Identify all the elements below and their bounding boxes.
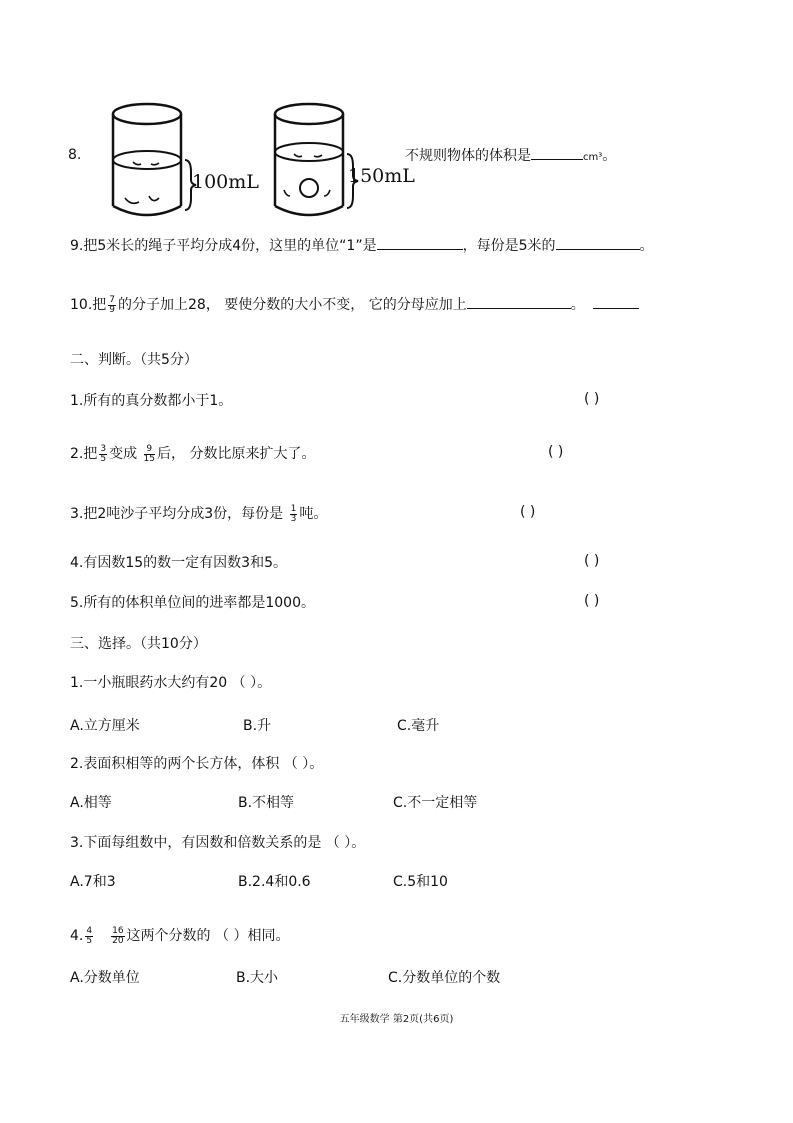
judge2-text-b: 变成 [109, 446, 142, 462]
judge-item-1: 1.所有的真分数都小于1。 [70, 393, 233, 409]
judge-item-2 [70, 444, 315, 464]
choice-q4-f1-den: 5 [86, 935, 93, 946]
q10-frac-den: 9 [109, 304, 115, 315]
judge2-f1-num: 3 [100, 443, 107, 454]
judge-paren-1[interactable]: ( ) [584, 391, 600, 407]
judge2-fraction-1 [99, 445, 107, 464]
q8-answer-blank[interactable] [531, 145, 583, 160]
q9-blank-2[interactable] [556, 235, 640, 250]
choice-q3-stem: 3.下面每组数中，有因数和倍数关系的是 （ ）。 [70, 835, 366, 851]
q9-text-c: 。 [639, 238, 654, 254]
q8-text: 不规则物体的体积是 [405, 148, 531, 164]
q10-question [70, 294, 639, 315]
judge2-f2-den: 15 [143, 453, 155, 464]
page-footer: 五年级数学 第2页(共6页) [339, 1014, 454, 1025]
judge3-f-num: 1 [290, 503, 297, 514]
choice-q4-stem-line [70, 926, 289, 946]
judge3-fraction [290, 505, 298, 524]
judge2-fraction-2 [144, 445, 155, 464]
q8-end: 。 [602, 148, 617, 164]
q10-frac-num: 7 [109, 294, 115, 305]
judge3-text-b: 吨。 [299, 506, 328, 522]
judge-paren-5[interactable]: ( ) [584, 593, 600, 609]
choice-q1-option-b[interactable]: B.升 [243, 718, 272, 734]
cup2-label: 150mL [348, 165, 415, 187]
judge2-text-c: 后， 分数比原来扩大了。 [157, 446, 316, 462]
judge2-text-a: 2.把 [70, 446, 98, 462]
judge-paren-3[interactable]: ( ) [520, 504, 536, 520]
judge-paren-2[interactable]: ( ) [548, 444, 564, 460]
judge2-f2-num: 9 [144, 445, 155, 455]
choice-q4-option-a[interactable]: A.分数单位 [70, 970, 140, 986]
choice-q3-option-c[interactable]: C.5和10 [393, 874, 448, 890]
cup1-label: 100mL [192, 171, 259, 193]
choice-q1-option-c[interactable]: C.毫升 [397, 718, 440, 734]
section2-title: 二、判断。（共5分） [70, 352, 198, 368]
choice-q3-option-a[interactable]: A.7和3 [70, 874, 116, 890]
q10-fraction [108, 296, 116, 315]
choice-q4-number: 4. [70, 928, 84, 944]
q10-blank-1[interactable] [467, 294, 571, 309]
choice-q4-fraction-1 [85, 927, 93, 946]
choice-q4-stem: 这两个分数的 （ ）相同。 [126, 928, 290, 944]
section3-title: 三、选择。（共10分） [70, 636, 207, 652]
q9-text-b: ，每份是5米的 [462, 238, 556, 254]
judge-item-5: 5.所有的体积单位间的进率都是1000。 [70, 595, 315, 611]
judge2-f1-den: 5 [100, 453, 107, 464]
q9-blank-1[interactable] [377, 235, 463, 250]
q9-question [70, 235, 654, 256]
choice-q4-fraction-2 [111, 927, 124, 946]
choice-q1-option-a[interactable]: A.立方厘米 [70, 718, 140, 734]
q10-text-c: 。 [570, 297, 585, 313]
choice-q1-stem: 1.一小瓶眼药水大约有20 （ ）。 [70, 675, 272, 691]
choice-q4-f1-num: 4 [86, 925, 93, 936]
choice-q4-option-b[interactable]: B.大小 [236, 970, 279, 986]
cup-150ml-figure [268, 98, 428, 223]
q8-number: 8. [68, 147, 82, 163]
q9-text-a: 9.把5米长的绳子平均分成4份，这里的单位“1”是 [70, 238, 377, 254]
judge3-f-den: 3 [290, 513, 297, 524]
choice-q2-stem: 2.表面积相等的两个长方体，体积 （ ）。 [70, 756, 324, 772]
choice-q2-option-a[interactable]: A.相等 [70, 795, 112, 811]
q10-blank-2[interactable] [593, 294, 639, 309]
q8-unit: cm³ [583, 152, 603, 163]
q10-text-b: 的分子加上28， 要使分数的大小不变， 它的分母应加上 [118, 297, 467, 313]
choice-q4-f2-num: 16 [112, 925, 124, 936]
choice-q4-option-c[interactable]: C.分数单位的个数 [388, 970, 501, 986]
judge-paren-4[interactable]: ( ) [584, 553, 600, 569]
choice-q4-f2-den: 20 [112, 935, 124, 946]
q8-question [405, 145, 616, 168]
choice-q2-option-c[interactable]: C.不一定相等 [393, 795, 478, 811]
choice-q3-option-b[interactable]: B.2.4和0.6 [238, 874, 311, 890]
judge-item-3 [70, 504, 327, 524]
judge3-text-a: 3.把2吨沙子平均分成3份，每份是 [70, 506, 288, 522]
judge-item-4: 4.有因数15的数一定有因数3和5。 [70, 555, 287, 571]
choice-q2-option-b[interactable]: B.不相等 [238, 795, 295, 811]
cup-100ml-figure [105, 98, 265, 223]
q10-text-a: 10.把 [70, 297, 107, 313]
